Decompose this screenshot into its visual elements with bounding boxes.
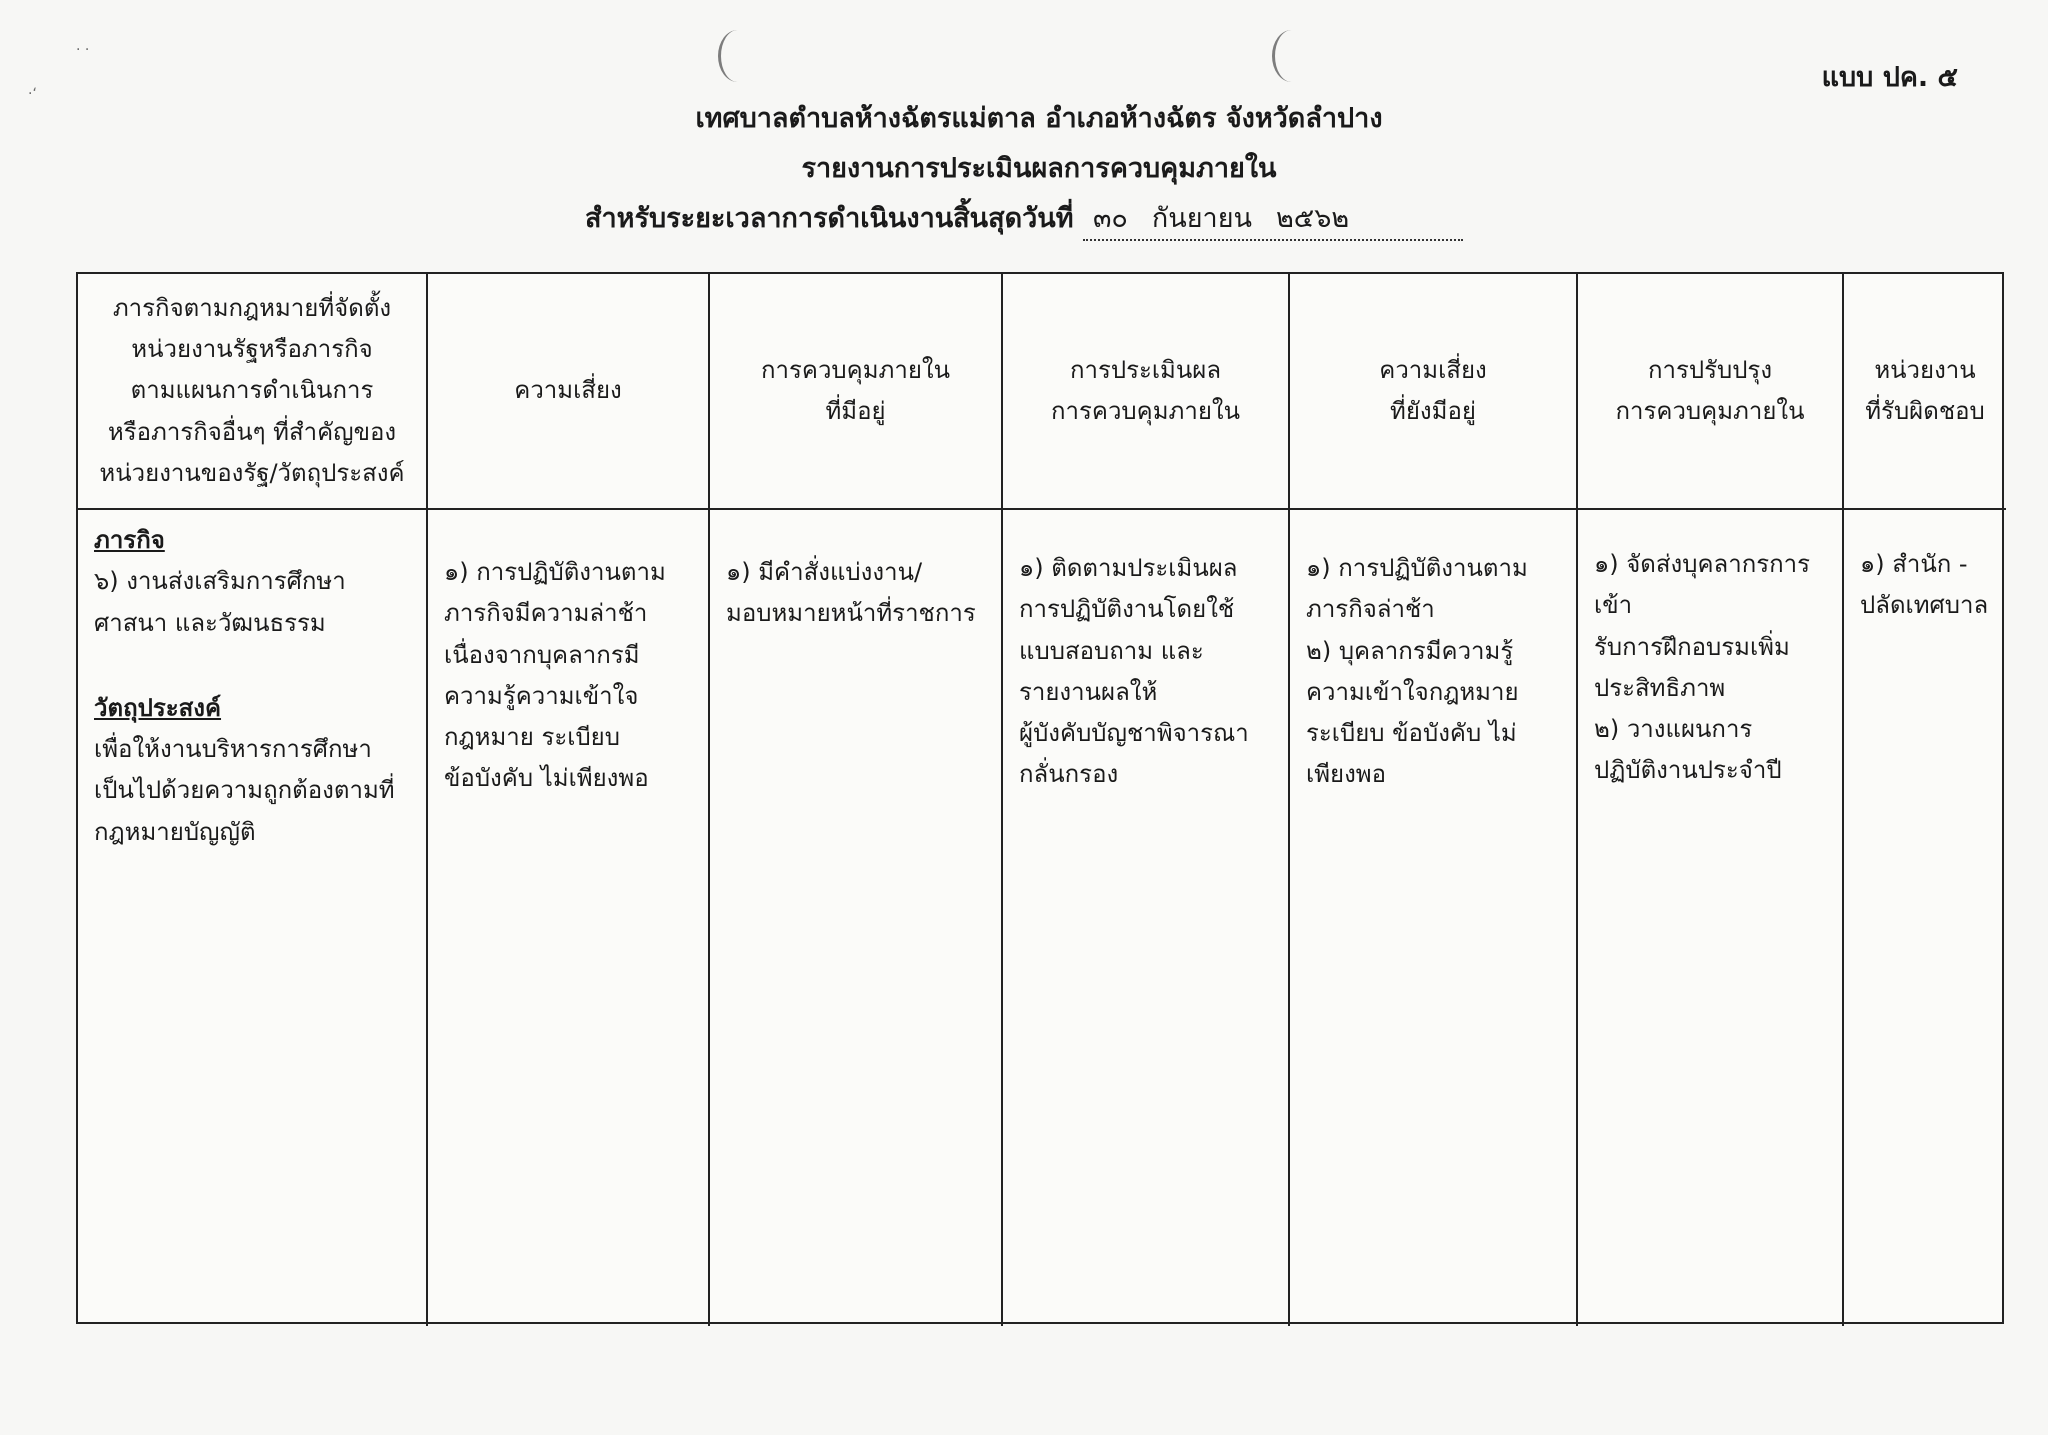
control-line: ๑) มีคำสั่งแบ่งงาน/ — [726, 558, 923, 586]
period-day: ๓๐ — [1092, 203, 1128, 234]
header-remaining-risk-text — [1379, 350, 1486, 433]
header-line: การควบคุมภายใน — [1050, 397, 1241, 425]
header-line: การควบคุมภายใน — [760, 355, 951, 384]
header-risk-text — [514, 370, 621, 411]
evaluation-line: รายงานผลให้ — [1019, 677, 1158, 706]
header-evaluation — [1003, 274, 1290, 510]
evaluation-line: การปฏิบัติงานโดยใช้ — [1019, 595, 1235, 624]
evaluation-line: กลั่นกรอง — [1019, 760, 1119, 789]
evaluation-table — [76, 272, 2004, 1324]
period-date — [1083, 196, 1463, 241]
improvement-line: รับการฝึกอบรมเพิ่ม — [1594, 632, 1790, 661]
responsible-line: ๑) สำนัก - — [1860, 550, 1968, 578]
evaluation-line: ผู้บังคับบัญชาพิจารณา — [1019, 719, 1249, 748]
risk-line: ภารกิจมีความล่าช้า — [444, 599, 648, 628]
org-heading: เทศบาลตำบลห้างฉัตรแม่ตาล อำเภอห้างฉัตร จังหวัดลำปาง — [695, 103, 1383, 134]
responsible-line: ปลัดเทศบาล — [1860, 591, 1989, 620]
header-line: ความเสี่ยง — [1379, 355, 1487, 384]
header-line: ตามแผนการดำเนินการ — [130, 376, 374, 405]
header-existing-control — [710, 274, 1003, 510]
risk-line: กฎหมาย ระเบียบ — [444, 723, 620, 752]
improvement-line: ๑) จัดส่งบุคลากรการเข้า — [1594, 550, 1811, 620]
remaining-risk-line: เพียงพอ — [1306, 760, 1387, 789]
header-responsible — [1844, 274, 2006, 510]
cell-evaluation — [1003, 510, 1290, 1326]
header-responsible-text — [1865, 350, 1985, 433]
punch-hole-mark — [1272, 30, 1311, 82]
cell-remaining-risk — [1290, 510, 1578, 1326]
objective-heading: วัตถุประสงค์ — [94, 693, 222, 722]
header-improvement-text — [1615, 350, 1804, 433]
header-mission — [78, 274, 428, 510]
control-line: มอบหมายหน้าที่ราชการ — [726, 599, 976, 628]
cell-mission — [78, 510, 428, 1326]
header-existing-control-text — [761, 350, 950, 433]
header-line: ที่ยังมีอยู่ — [1390, 397, 1476, 425]
mission-line: ศาสนา และวัฒนธรรม — [94, 608, 326, 637]
remaining-risk-line: ระเบียบ ข้อบังคับ ไม่ — [1306, 719, 1517, 748]
spacer — [94, 644, 412, 688]
header-risk — [428, 274, 710, 510]
header-line: หน่วยงาน — [1874, 355, 1976, 384]
header-improvement — [1578, 274, 1844, 510]
improvement-line: ประสิทธิภาพ — [1594, 673, 1726, 702]
header-line: หรือภารกิจอื่นๆ ที่สำคัญของ — [107, 417, 397, 446]
header-evaluation-text — [1051, 350, 1240, 433]
header-line: ที่มีอยู่ — [825, 397, 886, 425]
header-line: ที่รับผิดชอบ — [1865, 397, 1985, 425]
header-remaining-risk — [1290, 274, 1578, 510]
period-year: ๒๕๖๒ — [1275, 203, 1350, 234]
scan-speck: · · — [76, 42, 90, 58]
remaining-risk-line: ๒) บุคลากรมีความรู้ — [1306, 636, 1514, 665]
remaining-risk-line: ๑) การปฏิบัติงานตาม — [1306, 554, 1528, 582]
header-line: หน่วยงานของรัฐ/วัตถุประสงค์ — [99, 458, 405, 487]
cell-existing-control — [710, 510, 1003, 1326]
risk-line: ข้อบังคับ ไม่เพียงพอ — [444, 764, 649, 793]
header-line: หน่วยงานรัฐหรือภารกิจ — [131, 335, 373, 364]
header-line: การประเมินผล — [1069, 355, 1222, 384]
evaluation-line: ๑) ติดตามประเมินผล — [1019, 554, 1238, 582]
mission-line: ๖) งานส่งเสริมการศึกษา — [94, 567, 346, 596]
objective-line: เป็นไปด้วยความถูกต้องตามที่ — [94, 776, 395, 805]
period-month: กันยายน — [1151, 203, 1252, 234]
improvement-line: ๒) วางแผนการ — [1594, 715, 1753, 744]
cell-risk — [428, 510, 710, 1326]
header-mission-text — [99, 288, 404, 494]
improvement-line: ปฏิบัติงานประจำปี — [1594, 756, 1782, 785]
objective-line: เพื่อให้งานบริหารการศึกษา — [94, 735, 372, 764]
cell-responsible — [1844, 510, 2006, 1326]
scan-speck: ·‘ — [28, 86, 37, 102]
header-line: การควบคุมภายใน — [1615, 397, 1805, 425]
period-line — [0, 196, 2048, 241]
form-code: แบบ ปค. ๕ — [1821, 62, 1958, 93]
objective-line: กฎหมายบัญญัติ — [94, 817, 256, 846]
report-title: รายงานการประเมินผลการควบคุมภายใน — [801, 153, 1277, 184]
risk-line: ความรู้ความเข้าใจ — [444, 681, 639, 710]
header-line: ภารกิจตามกฎหมายที่จัดตั้ง — [112, 293, 392, 322]
header-line: การปรับปรุง — [1647, 355, 1773, 384]
risk-line: ๑) การปฏิบัติงานตาม — [444, 558, 666, 586]
risk-line: เนื่องจากบุคลากรมี — [444, 640, 640, 669]
remaining-risk-line: ภารกิจล่าช้า — [1306, 595, 1435, 624]
header-line: ความเสี่ยง — [514, 376, 622, 405]
punch-hole-mark — [718, 30, 757, 82]
mission-heading: ภารกิจ — [94, 526, 165, 554]
cell-improvement — [1578, 510, 1844, 1326]
evaluation-line: แบบสอบถาม และ — [1019, 636, 1204, 665]
period-label: สำหรับระยะเวลาการดำเนินงานสิ้นสุดวันที่ — [585, 203, 1074, 234]
remaining-risk-line: ความเข้าใจกฎหมาย — [1306, 677, 1519, 706]
